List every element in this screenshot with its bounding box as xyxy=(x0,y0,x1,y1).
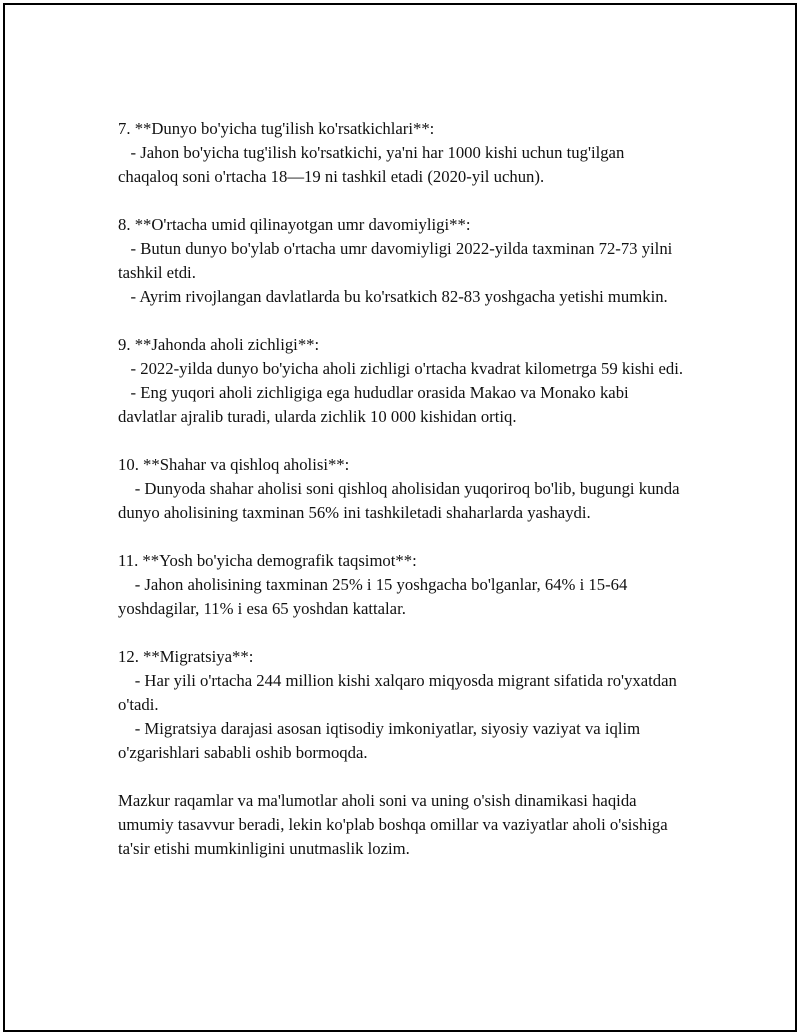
section-urban-rural xyxy=(118,453,688,525)
section-heading: 8. **O'rtacha umid qilinayotgan umr davomiyligi**: xyxy=(118,215,471,234)
section-bullet: - Migratsiya darajasi asosan iqtisodiy imkoniyatlar, siyosiy vaziyat va iqlim o'zgarishlari sababli oshib bormoqda. xyxy=(118,719,645,762)
document-body xyxy=(118,117,688,861)
section-bullet: - Ayrim rivojlangan davlatlarda bu ko'rsatkich 82-83 yoshgacha yetishi mumkin. xyxy=(118,287,668,306)
section-bullet: - 2022-yilda dunyo bo'yicha aholi zichligi o'rtacha kvadrat kilometrga 59 kishi edi. xyxy=(118,359,684,378)
section-bullet: - Butun dunyo bo'ylab o'rtacha umr davomiyligi 2022-yilda taxminan 72-73 yilni tashkil etdi. xyxy=(118,239,677,282)
section-heading: 12. **Migratsiya**: xyxy=(118,647,254,666)
section-bullet: - Har yili o'rtacha 244 million kishi xalqaro miqyosda migrant sifatida ro'yxatdan o'tadi. xyxy=(118,671,682,714)
section-migration xyxy=(118,645,688,765)
conclusion-text: Mazkur raqamlar va ma'lumotlar aholi soni va uning o'sish dinamikasi haqida umumiy tasavvur beradi, lekin ko'plab boshqa omillar va vaziyatlar aholi o'sishiga ta'sir etishi mumkinligini unutmaslik lozim. xyxy=(118,791,672,858)
section-bullet: - Jahon bo'yicha tug'ilish ko'rsatkichi, ya'ni har 1000 kishi uchun tug'ilgan chaqaloq soni o'rtacha 18—19 ni tashkil etadi (2020-yil uchun). xyxy=(118,143,629,186)
section-life-expectancy xyxy=(118,213,688,309)
section-birth-rate xyxy=(118,117,688,189)
section-population-density xyxy=(118,333,688,429)
section-heading: 7. **Dunyo bo'yicha tug'ilish ko'rsatkichlari**: xyxy=(118,119,435,138)
section-bullet: - Jahon aholisining taxminan 25% i 15 yoshgacha bo'lganlar, 64% i 15-64 yoshdagilar, 11% i esa 65 yoshdan kattalar. xyxy=(118,575,632,618)
section-heading: 11. **Yosh bo'yicha demografik taqsimot**: xyxy=(118,551,417,570)
section-heading: 10. **Shahar va qishloq aholisi**: xyxy=(118,455,350,474)
conclusion-paragraph xyxy=(118,789,688,861)
section-age-distribution xyxy=(118,549,688,621)
section-bullet: - Dunyoda shahar aholisi soni qishloq aholisidan yuqoriroq bo'lib, bugungi kunda dunyo aholisining taxminan 56% ini tashkiletadi shaharlarda yashaydi. xyxy=(118,479,684,522)
section-bullet: - Eng yuqori aholi zichligiga ega hududlar orasida Makao va Monako kabi davlatlar ajralib turadi, ularda zichlik 10 000 kishidan ortiq. xyxy=(118,383,633,426)
section-heading: 9. **Jahonda aholi zichligi**: xyxy=(118,335,320,354)
